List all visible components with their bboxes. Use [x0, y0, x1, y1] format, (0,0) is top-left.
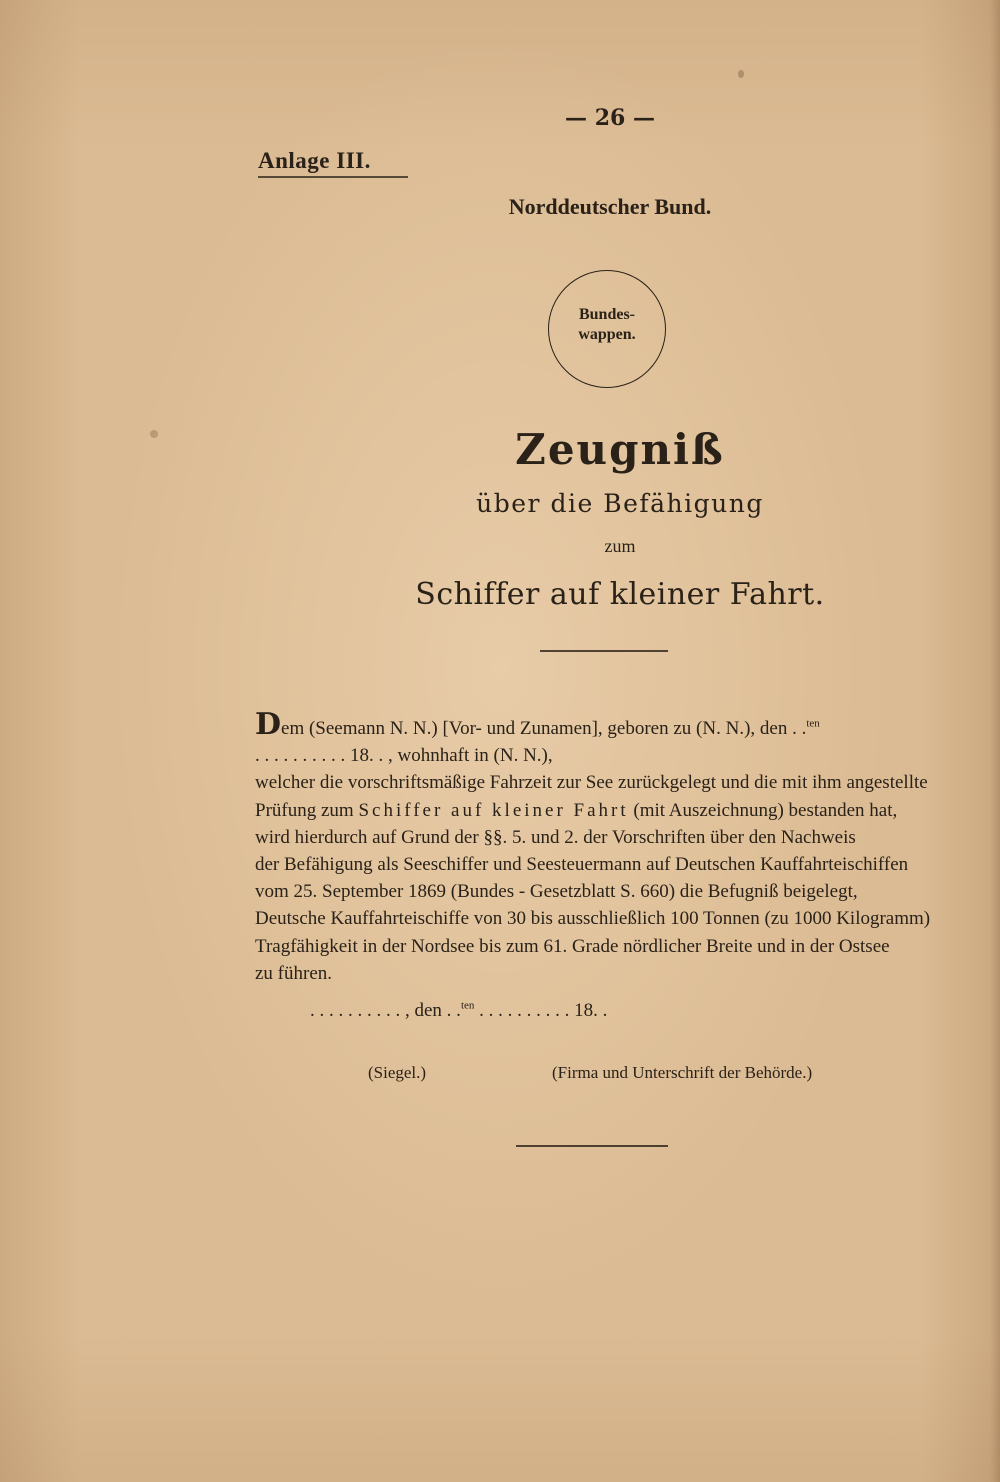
body-line: vom 25. September 1869 (Bundes - Gesetzblatt S. 660) die Befugniß beigelegt,	[255, 881, 858, 903]
page-edge-shadow	[990, 0, 1000, 1482]
body-line: wird hierdurch auf Grund der §§. 5. und 2. der Vorschriften über den Nachweis	[255, 826, 856, 848]
document-title: Zeugniß	[515, 425, 725, 474]
document-subtitle: über die Befähigung	[476, 489, 764, 518]
superscript: ten	[806, 717, 820, 730]
page-number: — 26 —	[565, 105, 655, 131]
certificate-body	[255, 707, 955, 987]
authority-signature-label: (Firma und Unterschrift der Behörde.)	[552, 1063, 813, 1082]
coat-of-arms-label	[548, 305, 666, 345]
coat-of-arms-line1: Bundes-	[578, 306, 636, 323]
qualification-title: Schiffer auf kleiner Fahrt.	[415, 577, 825, 612]
paper-stain	[738, 70, 744, 78]
seal-label: (Siegel.)	[368, 1063, 427, 1082]
initial-letter: D	[255, 707, 282, 742]
federation-heading: Norddeutscher Bund.	[508, 194, 712, 219]
body-line: Tragfähigkeit in der Nordsee bis zum 61. Grade nördlicher Breite und in der Ostsee	[255, 935, 890, 957]
body-line: Deutsche Kauffahrteischiffe von 30 bis ausschließlich 100 Tonnen (zu 1000 Kilogramm)	[255, 908, 931, 930]
body-line	[255, 797, 955, 824]
superscript: ten	[460, 999, 475, 1012]
body-line: welcher die vorschriftsmäßige Fahrzeit zur See zurückgelegt und die mit ihm angestellte	[255, 772, 928, 794]
date-place: . . . . . . . . . . , den . .	[310, 1000, 461, 1021]
coat-of-arms-line2: wappen.	[578, 326, 636, 343]
body-line: der Befähigung als Seeschiffer und Seesteuermann auf Deutschen Kauffahrteischiffen	[255, 854, 909, 876]
date-year: . . . . . . . . . . 18. .	[479, 1000, 608, 1021]
divider-line	[516, 1145, 668, 1147]
body-line: . . . . . . . . . . 18. . , wohnhaft in (N. N.),	[255, 745, 553, 767]
annex-label: Anlage III.	[258, 148, 371, 173]
body-line-text: em (Seemann N. N.) [Vor- und Zunamen], geboren zu (N. N.), den . .	[281, 718, 807, 739]
body-line-text: (mit Auszeichnung) bestanden hat,	[633, 799, 898, 821]
paper-stain	[150, 430, 158, 438]
subtitle-connector: zum	[604, 536, 636, 556]
body-line: zu führen.	[255, 962, 333, 984]
date-placeholder-line	[310, 1000, 730, 1022]
body-line-text: Prüfung zum	[255, 799, 354, 821]
annex-underline	[258, 176, 408, 178]
divider-line	[540, 650, 668, 652]
body-line	[255, 707, 955, 742]
emphasized-text: Schiffer auf kleiner Fahrt	[358, 799, 629, 821]
